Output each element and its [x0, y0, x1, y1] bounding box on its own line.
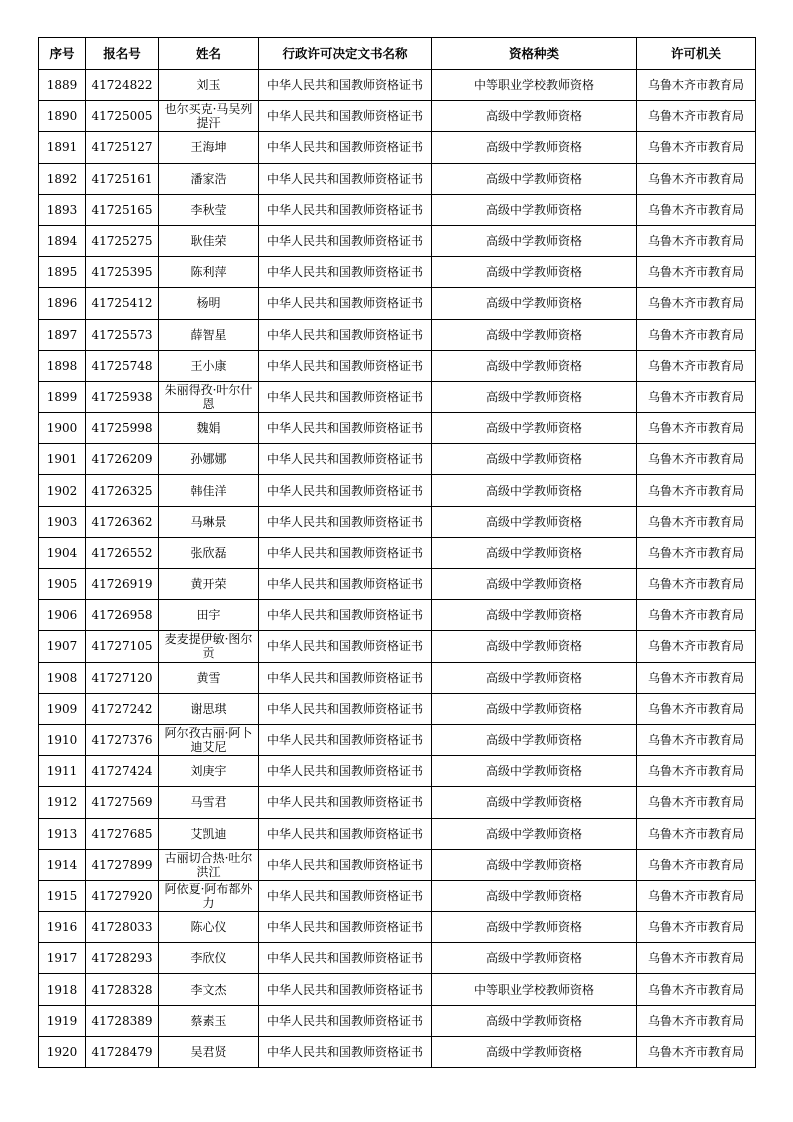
person-name: 蔡素玉	[190, 1013, 227, 1028]
cell-name	[159, 194, 259, 225]
cell-document: 中华人民共和国教师资格证书	[259, 818, 432, 849]
cell-no: 1904	[39, 537, 86, 568]
cell-qualification-type: 高级中学教师资格	[432, 163, 637, 194]
cell-qualification-type: 高级中学教师资格	[432, 319, 637, 350]
cell-document: 中华人民共和国教师资格证书	[259, 288, 432, 319]
cell-document: 中华人民共和国教师资格证书	[259, 756, 432, 787]
person-name: 古丽切合热·吐尔洪江	[164, 850, 253, 879]
cell-name	[159, 257, 259, 288]
person-name: 李秋莹	[190, 202, 227, 217]
cell-document: 中华人民共和国教师资格证书	[259, 943, 432, 974]
cell-no: 1897	[39, 319, 86, 350]
cell-document: 中华人民共和国教师资格证书	[259, 194, 432, 225]
table-row	[39, 70, 756, 101]
cell-reg-number: 41725395	[86, 257, 159, 288]
cell-document: 中华人民共和国教师资格证书	[259, 225, 432, 256]
cell-qualification-type: 高级中学教师资格	[432, 662, 637, 693]
cell-name	[159, 662, 259, 693]
cell-authority: 乌鲁木齐市教育局	[637, 163, 756, 194]
cell-authority: 乌鲁木齐市教育局	[637, 225, 756, 256]
cell-qualification-type: 中等职业学校教师资格	[432, 974, 637, 1005]
cell-authority: 乌鲁木齐市教育局	[637, 849, 756, 880]
cell-no: 1905	[39, 569, 86, 600]
table-row	[39, 662, 756, 693]
table-row	[39, 225, 756, 256]
cell-no: 1895	[39, 257, 86, 288]
cell-authority: 乌鲁木齐市教育局	[637, 194, 756, 225]
cell-document: 中华人民共和国教师资格证书	[259, 1005, 432, 1036]
cell-no: 1891	[39, 132, 86, 163]
cell-reg-number: 41725161	[86, 163, 159, 194]
person-name: 阿尔孜古丽·阿卜迪艾尼	[164, 726, 253, 755]
cell-qualification-type: 高级中学教师资格	[432, 693, 637, 724]
cell-reg-number: 41725998	[86, 413, 159, 444]
cell-authority: 乌鲁木齐市教育局	[637, 413, 756, 444]
cell-reg-number: 41724822	[86, 70, 159, 101]
person-name: 麦麦提伊敏·图尔贡	[164, 632, 253, 661]
person-name: 刘庚宇	[190, 764, 227, 779]
cell-document: 中华人民共和国教师资格证书	[259, 849, 432, 880]
cell-reg-number: 41727424	[86, 756, 159, 787]
person-name: 黄雪	[196, 670, 221, 685]
cell-no: 1896	[39, 288, 86, 319]
table-row	[39, 506, 756, 537]
cell-no: 1899	[39, 381, 86, 412]
cell-document: 中华人民共和国教师资格证书	[259, 787, 432, 818]
person-name: 田宇	[196, 608, 221, 623]
cell-qualification-type: 高级中学教师资格	[432, 225, 637, 256]
person-name: 韩佳洋	[190, 483, 227, 498]
table-row	[39, 350, 756, 381]
cell-reg-number: 41728389	[86, 1005, 159, 1036]
cell-no: 1912	[39, 787, 86, 818]
cell-qualification-type: 高级中学教师资格	[432, 756, 637, 787]
cell-no: 1892	[39, 163, 86, 194]
cell-authority: 乌鲁木齐市教育局	[637, 631, 756, 662]
person-name: 马琳景	[190, 514, 227, 529]
cell-name	[159, 943, 259, 974]
cell-document: 中华人民共和国教师资格证书	[259, 974, 432, 1005]
cell-name	[159, 1036, 259, 1067]
header-row	[39, 38, 756, 70]
cell-qualification-type: 高级中学教师资格	[432, 444, 637, 475]
cell-reg-number: 41725412	[86, 288, 159, 319]
cell-name	[159, 631, 259, 662]
cell-no: 1911	[39, 756, 86, 787]
cell-qualification-type: 高级中学教师资格	[432, 475, 637, 506]
cell-qualification-type: 高级中学教师资格	[432, 1005, 637, 1036]
header-no: 序号	[39, 38, 86, 70]
cell-name	[159, 974, 259, 1005]
cell-document: 中华人民共和国教师资格证书	[259, 381, 432, 412]
header-qualification-type: 资格种类	[432, 38, 637, 70]
person-name: 谢思琪	[190, 701, 227, 716]
cell-authority: 乌鲁木齐市教育局	[637, 257, 756, 288]
cell-document: 中华人民共和国教师资格证书	[259, 257, 432, 288]
table-row	[39, 288, 756, 319]
cell-document: 中华人民共和国教师资格证书	[259, 70, 432, 101]
cell-no: 1919	[39, 1005, 86, 1036]
table-row	[39, 943, 756, 974]
cell-reg-number: 41728293	[86, 943, 159, 974]
table-row	[39, 787, 756, 818]
cell-name	[159, 756, 259, 787]
cell-name	[159, 70, 259, 101]
cell-authority: 乌鲁木齐市教育局	[637, 912, 756, 943]
header-document: 行政许可决定文书名称	[259, 38, 432, 70]
cell-authority: 乌鲁木齐市教育局	[637, 288, 756, 319]
table-row	[39, 631, 756, 662]
cell-no: 1920	[39, 1036, 86, 1067]
cell-authority: 乌鲁木齐市教育局	[637, 506, 756, 537]
cell-authority: 乌鲁木齐市教育局	[637, 724, 756, 755]
cell-qualification-type: 高级中学教师资格	[432, 288, 637, 319]
cell-qualification-type: 高级中学教师资格	[432, 849, 637, 880]
cell-no: 1901	[39, 444, 86, 475]
table-row	[39, 1005, 756, 1036]
cell-no: 1906	[39, 600, 86, 631]
table-row	[39, 319, 756, 350]
person-name: 也尔买克·马吴列提汗	[164, 102, 253, 131]
cell-name	[159, 849, 259, 880]
table-row	[39, 413, 756, 444]
table-row	[39, 818, 756, 849]
cell-qualification-type: 高级中学教师资格	[432, 943, 637, 974]
cell-qualification-type: 高级中学教师资格	[432, 101, 637, 132]
cell-name	[159, 350, 259, 381]
cell-qualification-type: 高级中学教师资格	[432, 600, 637, 631]
cell-qualification-type: 高级中学教师资格	[432, 413, 637, 444]
cell-authority: 乌鲁木齐市教育局	[637, 662, 756, 693]
cell-no: 1915	[39, 880, 86, 911]
cell-name	[159, 537, 259, 568]
person-name: 马雪君	[190, 795, 227, 810]
cell-qualification-type: 中等职业学校教师资格	[432, 70, 637, 101]
cell-reg-number: 41728479	[86, 1036, 159, 1067]
cell-reg-number: 41725748	[86, 350, 159, 381]
cell-no: 1907	[39, 631, 86, 662]
cell-no: 1902	[39, 475, 86, 506]
cell-document: 中华人民共和国教师资格证书	[259, 132, 432, 163]
cell-name	[159, 475, 259, 506]
cell-name	[159, 600, 259, 631]
table-row	[39, 974, 756, 1005]
cell-document: 中华人民共和国教师资格证书	[259, 880, 432, 911]
cell-qualification-type: 高级中学教师资格	[432, 1036, 637, 1067]
cell-qualification-type: 高级中学教师资格	[432, 381, 637, 412]
person-name: 吴君贤	[190, 1044, 227, 1059]
person-name: 王小康	[190, 358, 227, 373]
person-name: 耿佳荣	[190, 234, 227, 249]
cell-name	[159, 225, 259, 256]
cell-reg-number: 41727105	[86, 631, 159, 662]
cell-qualification-type: 高级中学教师资格	[432, 631, 637, 662]
cell-reg-number: 41725938	[86, 381, 159, 412]
table-row	[39, 257, 756, 288]
cell-document: 中华人民共和国教师资格证书	[259, 163, 432, 194]
cell-document: 中华人民共和国教师资格证书	[259, 1036, 432, 1067]
person-name: 魏娟	[196, 421, 221, 436]
person-name: 薛智星	[190, 327, 227, 342]
cell-reg-number: 41725275	[86, 225, 159, 256]
cell-name	[159, 506, 259, 537]
cell-reg-number: 41725573	[86, 319, 159, 350]
cell-no: 1903	[39, 506, 86, 537]
person-name: 潘家浩	[190, 171, 227, 186]
cell-authority: 乌鲁木齐市教育局	[637, 818, 756, 849]
cell-no: 1918	[39, 974, 86, 1005]
cell-no: 1917	[39, 943, 86, 974]
person-name: 陈利萍	[190, 265, 227, 280]
person-name: 刘玉	[196, 78, 221, 93]
cell-reg-number: 41726958	[86, 600, 159, 631]
cell-name	[159, 724, 259, 755]
person-name: 王海坤	[190, 140, 227, 155]
table-row	[39, 1036, 756, 1067]
cell-qualification-type: 高级中学教师资格	[432, 912, 637, 943]
cell-name	[159, 163, 259, 194]
cell-name	[159, 319, 259, 350]
cell-no: 1894	[39, 225, 86, 256]
cell-no: 1908	[39, 662, 86, 693]
cell-name	[159, 132, 259, 163]
cell-qualification-type: 高级中学教师资格	[432, 194, 637, 225]
cell-authority: 乌鲁木齐市教育局	[637, 319, 756, 350]
cell-no: 1914	[39, 849, 86, 880]
table-row	[39, 163, 756, 194]
cell-reg-number: 41725005	[86, 101, 159, 132]
cell-no: 1890	[39, 101, 86, 132]
cell-qualification-type: 高级中学教师资格	[432, 787, 637, 818]
cell-authority: 乌鲁木齐市教育局	[637, 943, 756, 974]
cell-document: 中华人民共和国教师资格证书	[259, 631, 432, 662]
cell-authority: 乌鲁木齐市教育局	[637, 1005, 756, 1036]
cell-reg-number: 41726919	[86, 569, 159, 600]
cell-qualification-type: 高级中学教师资格	[432, 880, 637, 911]
cell-authority: 乌鲁木齐市教育局	[637, 381, 756, 412]
cell-reg-number: 41726209	[86, 444, 159, 475]
cell-no: 1913	[39, 818, 86, 849]
person-name: 陈心仪	[190, 920, 227, 935]
cell-document: 中华人民共和国教师资格证书	[259, 101, 432, 132]
cell-name	[159, 912, 259, 943]
cell-authority: 乌鲁木齐市教育局	[637, 475, 756, 506]
cell-document: 中华人民共和国教师资格证书	[259, 569, 432, 600]
cell-reg-number: 41726325	[86, 475, 159, 506]
cell-reg-number: 41725127	[86, 132, 159, 163]
cell-authority: 乌鲁木齐市教育局	[637, 537, 756, 568]
license-table	[38, 37, 756, 1068]
table-row	[39, 444, 756, 475]
table-row	[39, 912, 756, 943]
cell-document: 中华人民共和国教师资格证书	[259, 475, 432, 506]
table-row	[39, 880, 756, 911]
cell-qualification-type: 高级中学教师资格	[432, 724, 637, 755]
table-row	[39, 475, 756, 506]
person-name: 李欣仪	[190, 951, 227, 966]
cell-document: 中华人民共和国教师资格证书	[259, 537, 432, 568]
header-authority: 许可机关	[637, 38, 756, 70]
cell-reg-number: 41727899	[86, 849, 159, 880]
cell-name	[159, 818, 259, 849]
cell-authority: 乌鲁木齐市教育局	[637, 70, 756, 101]
person-name: 朱丽得孜·叶尔什恩	[164, 382, 253, 411]
person-name: 阿依夏·阿布都外力	[164, 881, 253, 910]
cell-document: 中华人民共和国教师资格证书	[259, 693, 432, 724]
cell-reg-number: 41726362	[86, 506, 159, 537]
cell-reg-number: 41728033	[86, 912, 159, 943]
cell-name	[159, 787, 259, 818]
table-row	[39, 756, 756, 787]
person-name: 杨明	[196, 296, 221, 311]
cell-reg-number: 41728328	[86, 974, 159, 1005]
table-row	[39, 537, 756, 568]
person-name: 孙娜娜	[190, 452, 227, 467]
cell-document: 中华人民共和国教师资格证书	[259, 600, 432, 631]
cell-name	[159, 569, 259, 600]
cell-qualification-type: 高级中学教师资格	[432, 569, 637, 600]
cell-qualification-type: 高级中学教师资格	[432, 132, 637, 163]
cell-document: 中华人民共和国教师资格证书	[259, 662, 432, 693]
table-row	[39, 600, 756, 631]
cell-no: 1889	[39, 70, 86, 101]
cell-qualification-type: 高级中学教师资格	[432, 257, 637, 288]
cell-name	[159, 444, 259, 475]
table-row	[39, 381, 756, 412]
cell-authority: 乌鲁木齐市教育局	[637, 693, 756, 724]
cell-qualification-type: 高级中学教师资格	[432, 506, 637, 537]
cell-no: 1900	[39, 413, 86, 444]
cell-authority: 乌鲁木齐市教育局	[637, 600, 756, 631]
cell-reg-number: 41727376	[86, 724, 159, 755]
cell-no: 1893	[39, 194, 86, 225]
cell-authority: 乌鲁木齐市教育局	[637, 444, 756, 475]
cell-authority: 乌鲁木齐市教育局	[637, 787, 756, 818]
cell-reg-number: 41727120	[86, 662, 159, 693]
table-row	[39, 569, 756, 600]
cell-document: 中华人民共和国教师资格证书	[259, 319, 432, 350]
person-name: 张欣磊	[190, 545, 227, 560]
cell-no: 1898	[39, 350, 86, 381]
cell-document: 中华人民共和国教师资格证书	[259, 444, 432, 475]
cell-no: 1909	[39, 693, 86, 724]
table-row	[39, 132, 756, 163]
table-row	[39, 101, 756, 132]
cell-reg-number: 41726552	[86, 537, 159, 568]
cell-document: 中华人民共和国教师资格证书	[259, 724, 432, 755]
cell-document: 中华人民共和国教师资格证书	[259, 413, 432, 444]
cell-name	[159, 1005, 259, 1036]
cell-name	[159, 693, 259, 724]
cell-authority: 乌鲁木齐市教育局	[637, 132, 756, 163]
cell-authority: 乌鲁木齐市教育局	[637, 569, 756, 600]
cell-reg-number: 41725165	[86, 194, 159, 225]
cell-authority: 乌鲁木齐市教育局	[637, 350, 756, 381]
cell-reg-number: 41727569	[86, 787, 159, 818]
cell-qualification-type: 高级中学教师资格	[432, 350, 637, 381]
cell-document: 中华人民共和国教师资格证书	[259, 350, 432, 381]
cell-document: 中华人民共和国教师资格证书	[259, 912, 432, 943]
cell-qualification-type: 高级中学教师资格	[432, 537, 637, 568]
header-name: 姓名	[159, 38, 259, 70]
table-row	[39, 849, 756, 880]
cell-name	[159, 413, 259, 444]
cell-authority: 乌鲁木齐市教育局	[637, 880, 756, 911]
table-row	[39, 724, 756, 755]
cell-no: 1910	[39, 724, 86, 755]
cell-name	[159, 101, 259, 132]
table-row	[39, 693, 756, 724]
table-row	[39, 194, 756, 225]
person-name: 黄开荣	[190, 577, 227, 592]
person-name: 艾凯迪	[190, 826, 227, 841]
cell-reg-number: 41727920	[86, 880, 159, 911]
cell-name	[159, 381, 259, 412]
person-name: 李文杰	[190, 982, 227, 997]
cell-authority: 乌鲁木齐市教育局	[637, 1036, 756, 1067]
cell-authority: 乌鲁木齐市教育局	[637, 101, 756, 132]
cell-authority: 乌鲁木齐市教育局	[637, 974, 756, 1005]
cell-reg-number: 41727242	[86, 693, 159, 724]
cell-name	[159, 880, 259, 911]
cell-document: 中华人民共和国教师资格证书	[259, 506, 432, 537]
cell-no: 1916	[39, 912, 86, 943]
header-reg-number: 报名号	[86, 38, 159, 70]
cell-qualification-type: 高级中学教师资格	[432, 818, 637, 849]
cell-reg-number: 41727685	[86, 818, 159, 849]
cell-name	[159, 288, 259, 319]
cell-authority: 乌鲁木齐市教育局	[637, 756, 756, 787]
